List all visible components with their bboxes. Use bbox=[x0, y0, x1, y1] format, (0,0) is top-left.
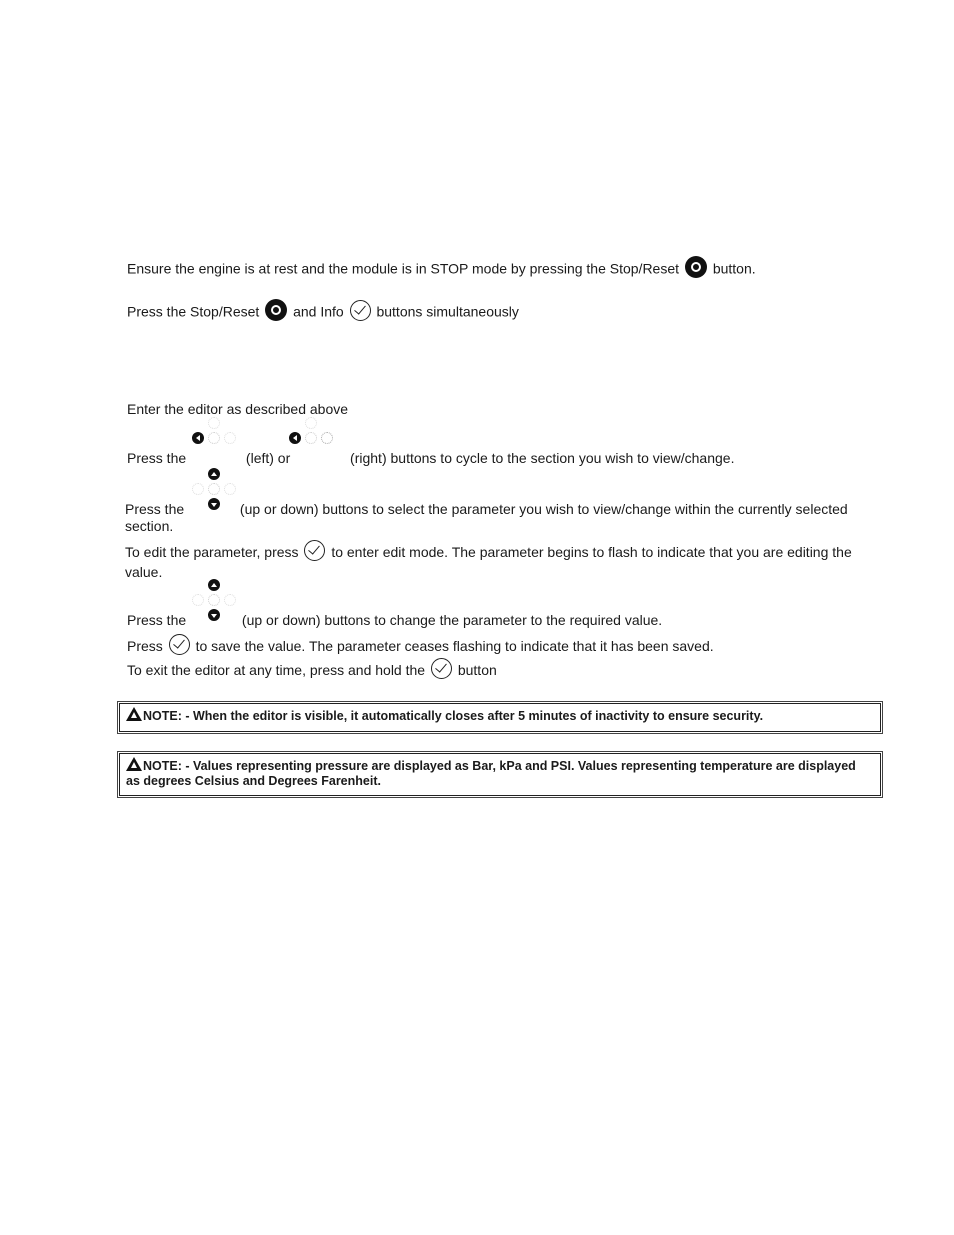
instruction-text: and Info bbox=[293, 303, 344, 320]
instruction-text: (left) or bbox=[245, 450, 291, 466]
info-tick-icon bbox=[431, 658, 452, 679]
instruction-text: to enter edit mode. The parameter begins to flash to indicate that you are editing bbox=[331, 544, 829, 561]
info-tick-icon bbox=[350, 300, 371, 321]
instruction-enter-editor-above: Enter the editor as described above bbox=[127, 401, 349, 417]
instruction-text: (right) buttons to cycle to the section you wish to view/change. bbox=[350, 450, 735, 466]
instruction-text: selected section. bbox=[125, 501, 848, 534]
instruction-text: Press the bbox=[127, 612, 187, 628]
instruction-text: Ensure the engine is at rest and the module is in STOP mode by pressing the Stop/Reset bbox=[127, 260, 680, 277]
instruction-text: Press the Stop/Reset bbox=[127, 303, 260, 320]
warning-triangle-icon bbox=[126, 757, 142, 771]
info-tick-icon bbox=[304, 540, 325, 561]
instruction-edit-parameter bbox=[125, 543, 860, 581]
stop-reset-icon bbox=[685, 256, 707, 278]
instruction-text: (up or down) buttons to change the parameter to the required value. bbox=[241, 612, 663, 628]
note-label: NOTE: bbox=[143, 759, 182, 773]
note-text: - When the editor is visible, it automatically closes after 5 minutes of inactivity to ensure security. bbox=[181, 709, 764, 723]
warning-triangle-icon bbox=[126, 707, 142, 721]
instruction-text: button bbox=[457, 662, 497, 679]
instruction-text: Press the bbox=[127, 450, 187, 466]
instruction-cycle-section bbox=[127, 450, 734, 467]
note-box-units bbox=[119, 753, 881, 796]
instruction-save-value bbox=[127, 637, 714, 658]
stop-reset-icon bbox=[265, 299, 287, 321]
instruction-text: To edit the parameter, press bbox=[125, 544, 299, 561]
note-text: - Values representing pressure are displayed as Bar, kPa and PSI. Values representing temperature are displayed as degrees Celsius and Degrees Farenheit. bbox=[126, 759, 856, 788]
info-tick-icon bbox=[169, 634, 190, 655]
instruction-text: the value. bbox=[125, 544, 852, 580]
instruction-text: Press bbox=[127, 638, 163, 655]
instruction-text: buttons simultaneously bbox=[376, 303, 519, 320]
instruction-text: To exit the editor at any time, press and hold the bbox=[127, 662, 426, 679]
instruction-text: (up or down) buttons to select the parameter you wish to view/change within the currently bbox=[239, 501, 792, 517]
instruction-text: Press the bbox=[125, 501, 185, 517]
note-box-security bbox=[119, 703, 881, 732]
instruction-change-value bbox=[127, 612, 662, 629]
instruction-select-parameter bbox=[125, 501, 860, 535]
instruction-stop-mode bbox=[127, 259, 756, 281]
instruction-text: to save the value. The parameter ceases flashing to indicate that it has been saved. bbox=[195, 638, 714, 655]
instruction-text: button. bbox=[712, 260, 756, 277]
note-label: NOTE: bbox=[143, 709, 182, 723]
instruction-enter-editor bbox=[127, 302, 519, 324]
instruction-exit-editor bbox=[127, 661, 497, 682]
